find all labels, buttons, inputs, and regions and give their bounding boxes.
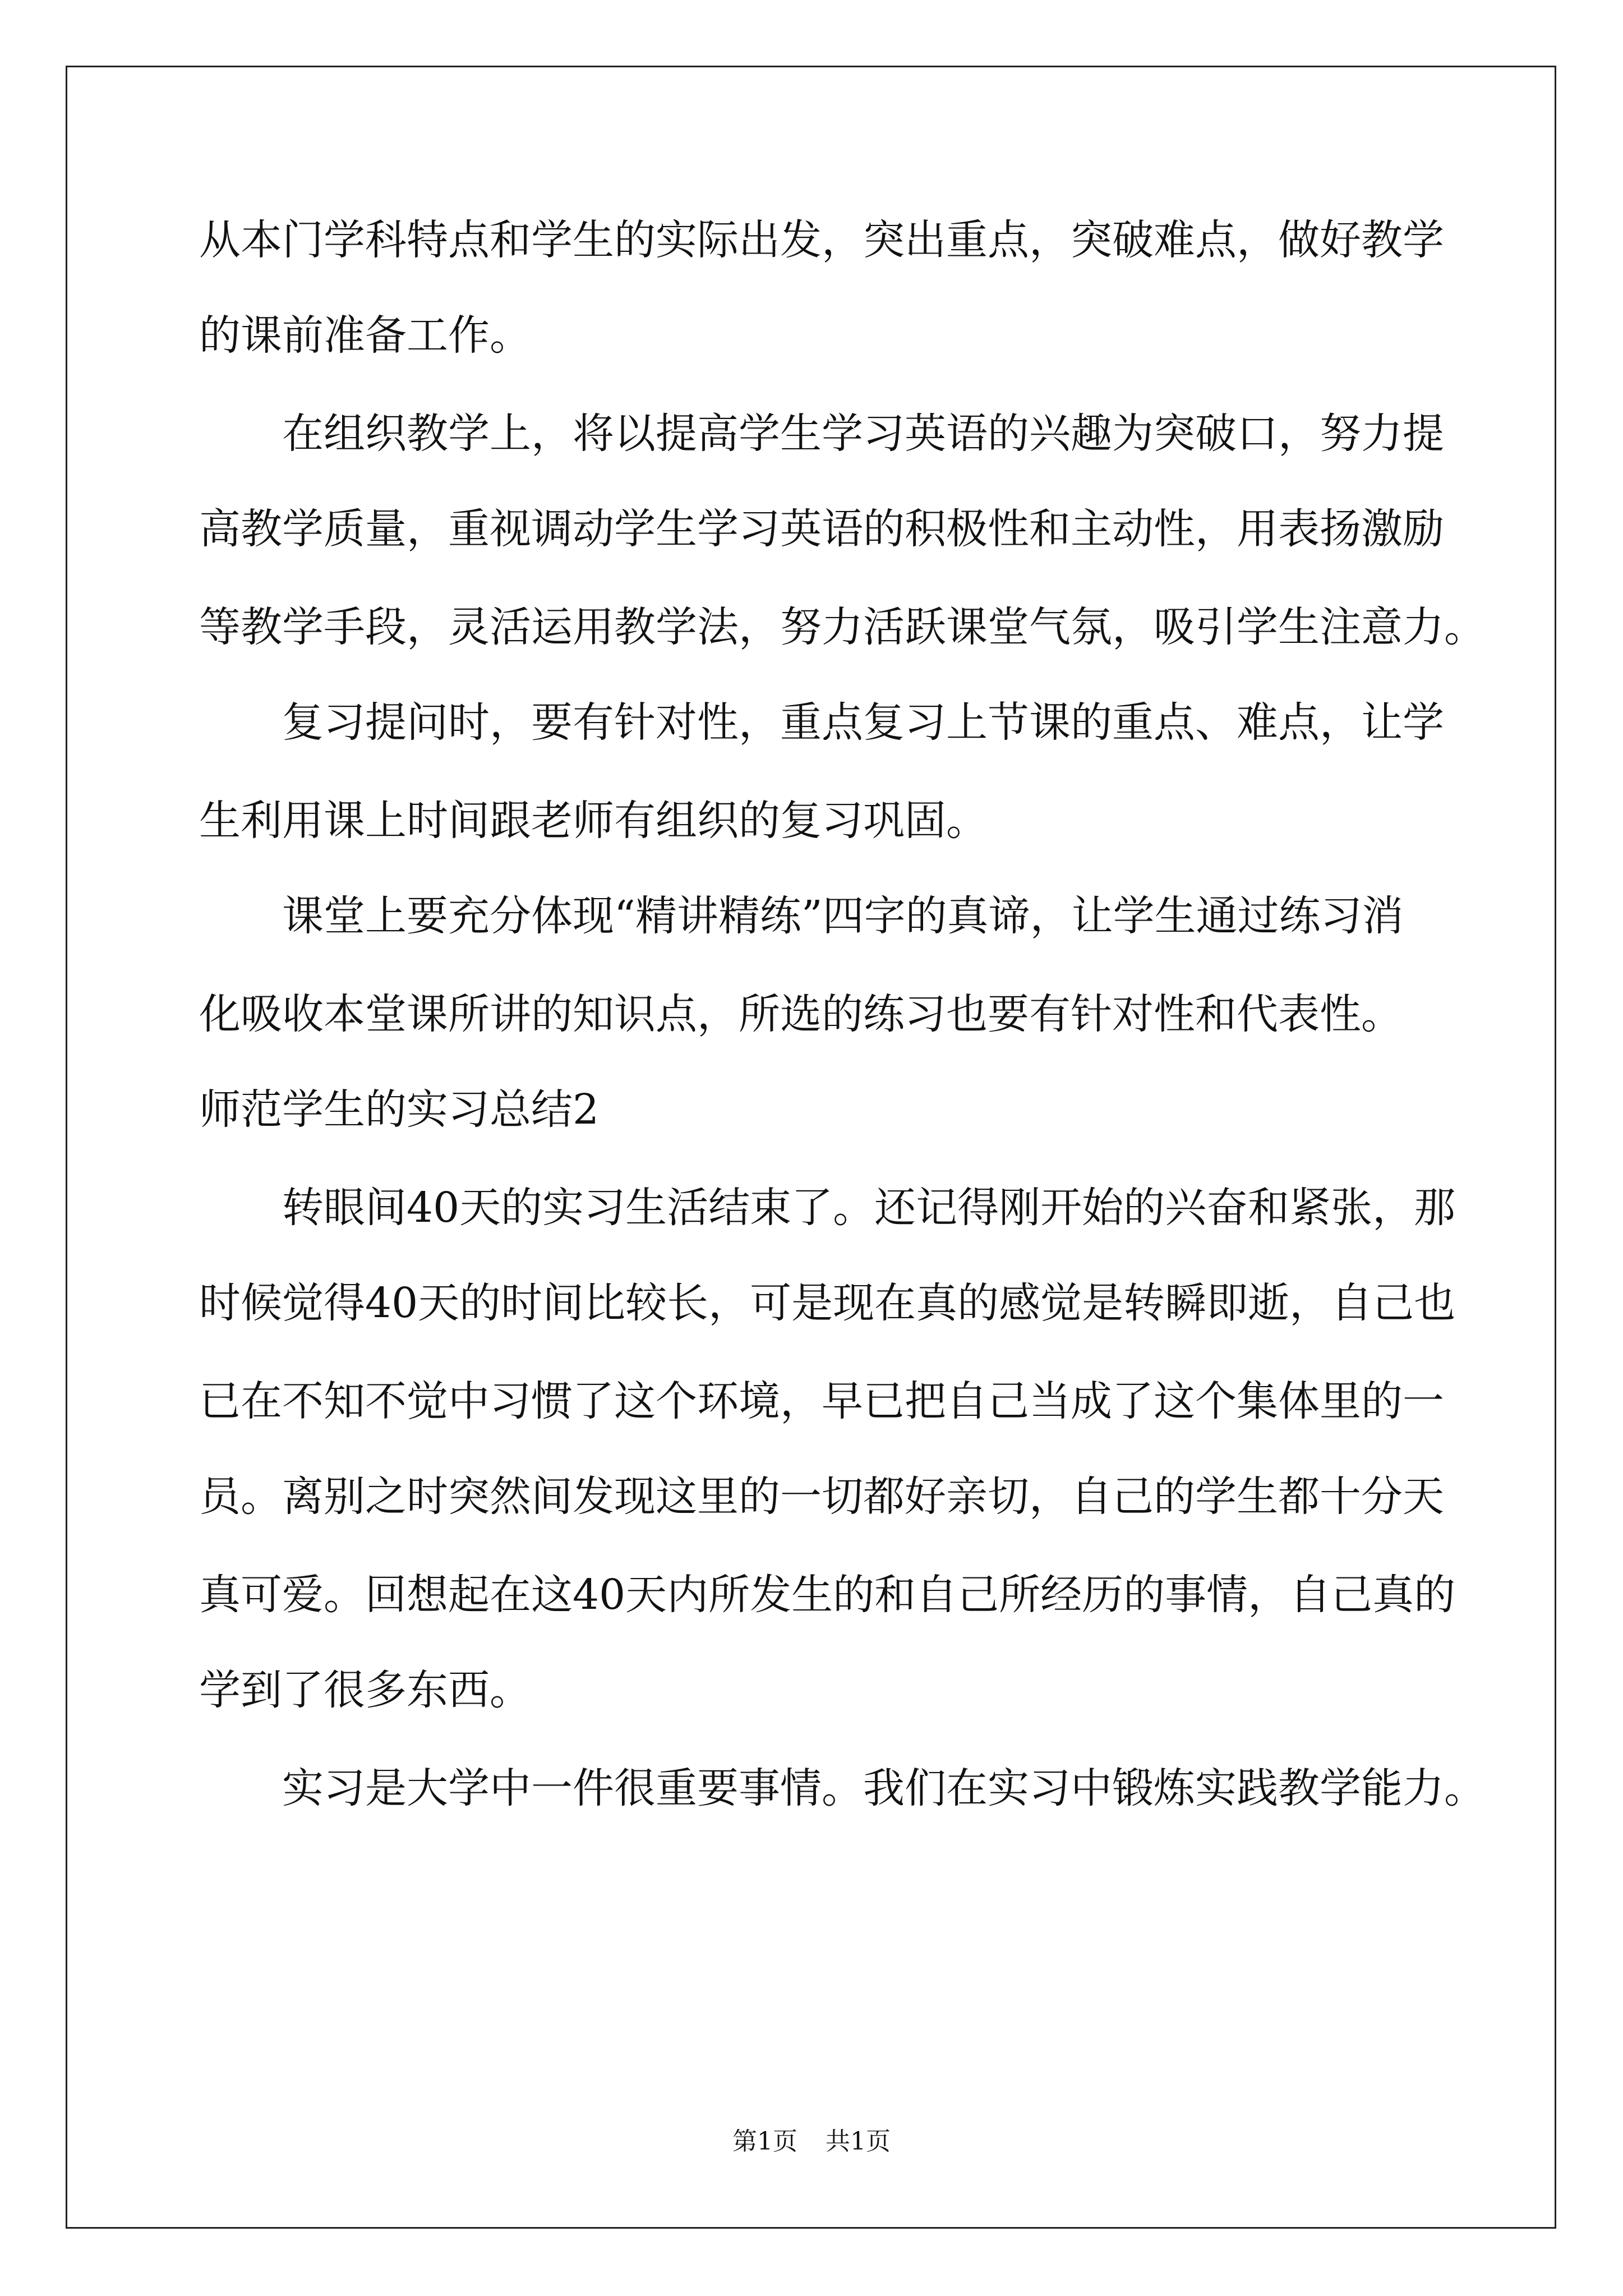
paragraph-line: 实习是大学中一件很重要事情。我们在实习中锻炼实践教学能力。 — [282, 1764, 1486, 1812]
paragraph-line: 化吸收本堂课所讲的知识点，所选的练习也要有针对性和代表性。 — [199, 990, 1403, 1038]
paragraph-line: 在组织教学上，将以提高学生学习英语的兴趣为突破口，努力提 — [282, 409, 1444, 458]
paragraph-line: 学到了很多东西。 — [199, 1666, 531, 1714]
section-heading: 师范学生的实习总结2 — [199, 1085, 600, 1134]
page-border — [66, 66, 1556, 2229]
page-footer — [0, 2125, 1623, 2159]
paragraph-line: 课堂上要充分体现“精讲精练”四字的真谛，让学生通过练习消 — [282, 892, 1404, 940]
paragraph-line: 生利用课上时间跟老师有组织的复习巩固。 — [199, 797, 988, 845]
paragraph-line: 等教学手段，灵活运用教学法，努力活跃课堂气氛，吸引学生注意力。 — [199, 603, 1486, 651]
paragraph-line: 从本门学科特点和学生的实际出发，突出重点，突破难点，做好教学 — [199, 216, 1444, 264]
page-total: 共1页 — [826, 2127, 891, 2156]
paragraph-line: 时候觉得40天的时间比较长，可是现在真的感觉是转瞬即逝，自己也 — [199, 1279, 1456, 1327]
paragraph-line: 真可爱。回想起在这40天内所发生的和自己所经历的事情，自己真的 — [199, 1571, 1456, 1619]
paragraph-line: 高教学质量，重视调动学生学习英语的积极性和主动性，用表扬激励 — [199, 505, 1444, 553]
page-number: 第1页 — [732, 2127, 797, 2156]
paragraph-line: 已在不知不觉中习惯了这个环境，早已把自己当成了这个集体里的一 — [199, 1377, 1444, 1425]
paragraph-line: 转眼间40天的实习生活结束了。还记得刚开始的兴奋和紧张，那 — [282, 1184, 1456, 1232]
paragraph-line: 的课前准备工作。 — [199, 311, 531, 360]
paragraph-line: 员。离别之时突然间发现这里的一切都好亲切，自己的学生都十分天 — [199, 1473, 1444, 1521]
paragraph-line: 复习提问时，要有针对性，重点复习上节课的重点、难点，让学 — [282, 698, 1444, 747]
